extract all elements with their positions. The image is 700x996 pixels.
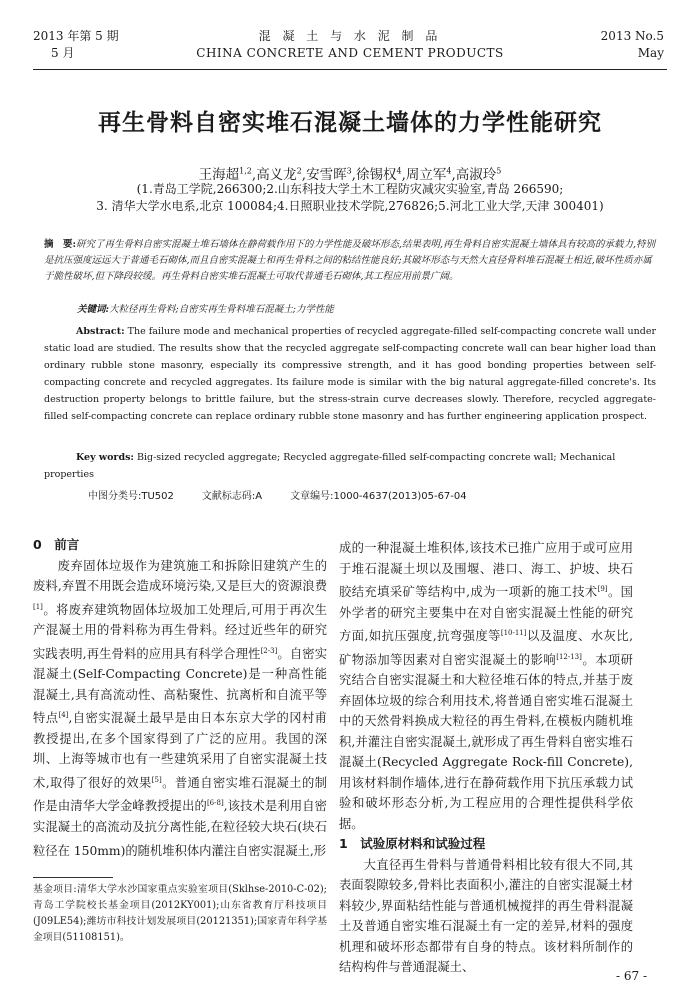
author: 高义龙$^2$	[256, 166, 302, 183]
footnote-rule	[33, 877, 113, 878]
journal-name: 混 凝 土 与 水 泥 制 品 CHINA CONCRETE AND CEMENT PRODUCTS	[196, 29, 504, 60]
abstract-cn: 摘 要:研究了再生骨料自密实混凝土堆石墙体在静荷载作用下的力学性能及破坏形态,结果表明,再生骨料自密实混凝土墙体具有较高的承载力,特别是抗压强度远远大于普通毛石砌体,而且自密实混凝土和再生骨料之间的粘结性能良好;其破坏形态与天然大直径骨料堆石混凝土相近,破坏性质亦属于脆性破坏,但下降段较缓。再生骨料自密实堆石混凝土可取代普通毛石砌体,其工程应用前景广阔。	[44, 239, 656, 282]
affiliations: (1.青岛工学院,266300;2.山东科技大学土木工程防灾减灾实验室,青岛 266590; 3. 清华大学水电系,北京 100084;4.日照职业技术学院,276826;5.河北工业大学,天津 300401)	[96, 182, 604, 213]
keywords-en: Key words: Big-sized recycled aggregate; Recycled aggregate-filled self-compacting concrete wall; Mechanical properties	[44, 452, 616, 480]
intro-paragraph: 废弃固体垃圾作为建筑施工和拆除旧建筑产生的废料,弃置不用既会造成环境污染,又是巨大的资源浪费[1]。将废弃建筑物固体垃圾加工处理后,可用于再次生产混凝土用的骨料称为再生骨料。经过近些年的研究实践表明,再生骨料的应用具有科学合理性[2-3]。自密实混凝土(Self-Compacting Concrete)是一种高性能混凝土,具有高流动性、高粘聚性、抗离析和自流平等特点[4],自密实混凝土最早是由日本东京大学的冈村甫教授提出,在多个国家得到了广泛的应用。我国的深圳、上海等城市也有一些建筑采用了自密实混凝土技术,取得了很好的效果[5]。普通自密实堆石混凝土的制作是由清华大学金峰教授提出的[6-8],该技术是利用自密实混凝土的高流动及抗分离性能,在粒径较大块石(块石粒径在 150mm)的随机堆积体内灌注自密实混凝土,形	[33, 558, 327, 858]
section-heading: 1 试验原材料和试验过程	[339, 836, 486, 852]
classification-line	[88, 487, 495, 502]
keywords-cn: 关键词:大粒径再生骨料;自密实再生骨料堆石混凝土;力学性能	[77, 304, 334, 315]
header-rule	[33, 69, 667, 70]
author: 周立军$^4$	[405, 166, 452, 183]
paper-title: 再生骨料自密实堆石混凝土墙体的力学性能研究	[98, 110, 602, 136]
body-column-left	[33, 535, 327, 861]
author: 高淑玲$^5$	[455, 166, 502, 183]
funding-footnote: 基金项目:清华大学水沙国家重点实验室项目(Sklhse-2010-C-02);青岛工学院校长基金项目(2012KY001);山东省教育厅科技项目(J09LE54);潍坊市科技计划发展项目(20121351);国家青年科学基金项目(51108151)。	[33, 884, 327, 943]
section1-paragraph: 大直径再生骨料与普通骨料相比较有很大不同,其表面裂隙较多,骨料比表面积小,灌注的自密实混凝土材料较少,界面粘结性能与普通机械搅拌的再生骨料混凝土及普通自密实堆石混凝土有一定的差异,材料的强度机理和破坏形态都带有自身的特点。该材料所制作的结构构件与普通混凝土、	[339, 857, 633, 975]
author: 王海超$^{1,2}$	[198, 166, 252, 183]
author-list: 王海超$^{1,2}$,高义龙$^2$,安雪晖$^3$,徐锡权$^4$,周立军$^4$,高淑玲$^5$	[198, 166, 502, 183]
author: 徐锡权$^4$	[355, 166, 402, 183]
clc-number: 中图分类号:TU502	[88, 491, 174, 502]
page-number: - 67 -	[616, 969, 648, 983]
intro-paragraph: 成的一种混凝土堆积体,该技术已推广应用于或可应用于堆石混凝土坝以及围堰、港口、海工、护坡、块石胶结充填采矿等结构中,成为一项新的施工技术[9]。国外学者的研究主要集中在对自密实混凝土性能的研究方面,如抗压强度,抗弯强度等[10-11]以及温度、水灰比,矿物添加等因素对自密实混凝土的影响[12-13]。本项研究结合自密实混凝土和大粒径堆石体的特点,并基于废弃固体垃圾的综合利用技术,将普通自密实堆石混凝土中的天然骨料换成大粒径的再生骨料,在模板内随机堆积,并灌注自密实混凝土,就形成了再生骨料自密实堆石混凝土(Recycled Aggregate Rock-fill Concrete),用该材料制作墙体,进行在静荷载作用下抗压承载力试验和破坏形态分析,为工程应用的合理性提供科学依据。	[339, 541, 633, 831]
body-column-right	[339, 535, 633, 978]
author: 安雪晖$^3$	[306, 166, 352, 183]
article-number: 文章编号:1000-4637(2013)05-67-04	[290, 491, 467, 502]
abstract-en: Abstract: The failure mode and mechanical properties of recycled aggregate-filled self-compacting concrete wall under static load are studied. The results show that the recycled aggregate self-compacting concrete wall can bear higher load than ordinary rubble stone masonry, especially its compressive strength, and it has good bonding properties between self-compacting concrete and recycled aggregates. Its failure mode is similar with the big natural aggregate-filled concrete's. Its destruction property belongs to brittle failure, but the stress-strain curve decreases slowly. Therefore, recycled aggregate-filled self-compacting concrete can replace ordinary rubble stone masonry and has further engineering application prospect.	[44, 326, 656, 422]
document-code: 文献标志码:A	[201, 491, 263, 502]
journal-issue: 2013 年第 5 期 5 月	[33, 29, 119, 60]
section-heading: 0 前言	[33, 537, 80, 552]
journal-issue-en: 2013 No.5 May	[600, 29, 664, 60]
page-header	[0, 0, 700, 90]
